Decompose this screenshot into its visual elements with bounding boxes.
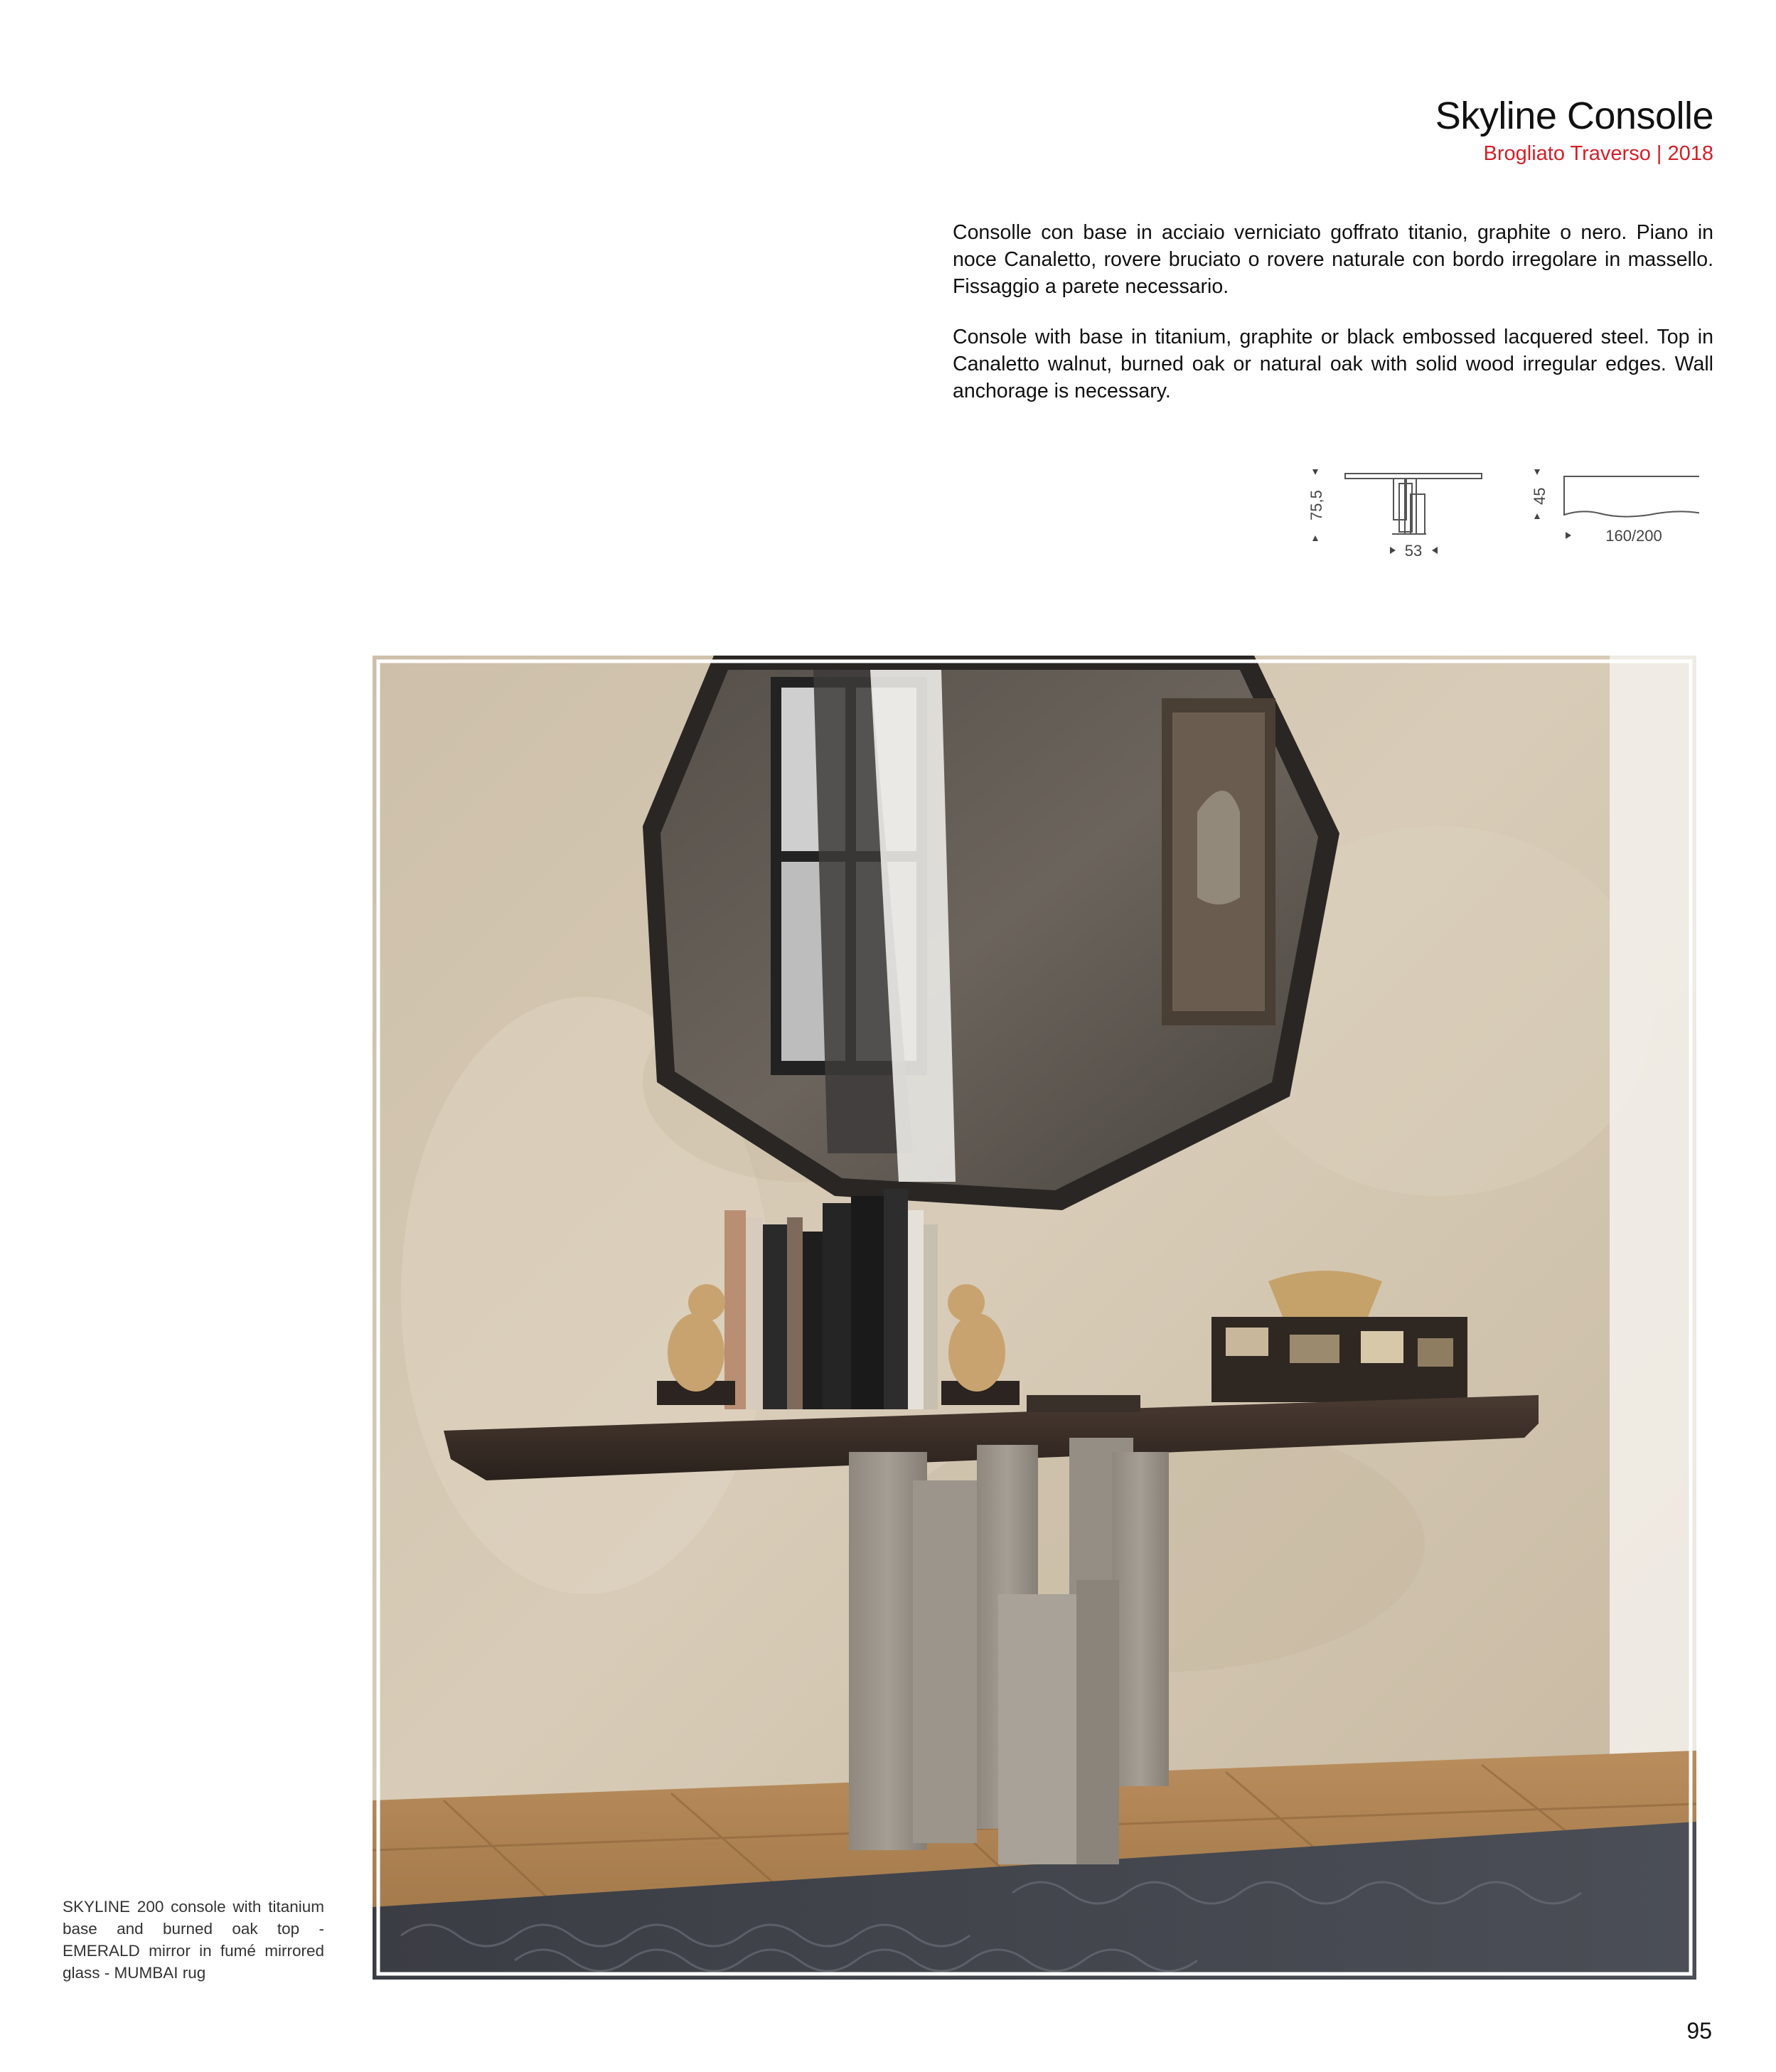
depth-dimension (1390, 542, 1438, 560)
description-english: Console with base in titanium, graphite or black embossed lacquered steel. Top in Canaletto walnut, burned oak or natural oak with solid wood irregular edges. Wall anchorage is necessary. (953, 326, 1713, 402)
depth-label: 53 (1404, 542, 1423, 560)
top-depth-dimension (1531, 469, 1548, 519)
product-photo (373, 656, 1696, 1980)
top-depth-label: 45 (1531, 487, 1548, 505)
top-view-drawing (1564, 476, 1699, 517)
product-subtitle: Brogliato Traverso | 2018 (1483, 142, 1713, 165)
height-label: 75,5 (1307, 490, 1325, 520)
height-dimension (1307, 469, 1325, 541)
width-dimension (1566, 527, 1699, 545)
description-italian: Consolle con base in acciaio verniciato goffrato titanio, graphite o nero. Piano in noce Canaletto, rovere bruciato o rovere naturale con bordo irregolare in massello. Fissaggio a parete necessario. (953, 221, 1713, 298)
width-label: 160/200 (1605, 527, 1662, 545)
dimension-diagram (1301, 462, 1699, 569)
page-number: 95 (1686, 2018, 1712, 2044)
side-view-drawing (1345, 474, 1482, 534)
photo-caption: SKYLINE 200 console with titanium base and burned oak top - EMERALD mirror in fumé mirrored glass - MUMBAI rug (63, 1898, 324, 1982)
books (724, 1189, 938, 1409)
product-title: Skyline Consolle (1435, 95, 1713, 137)
